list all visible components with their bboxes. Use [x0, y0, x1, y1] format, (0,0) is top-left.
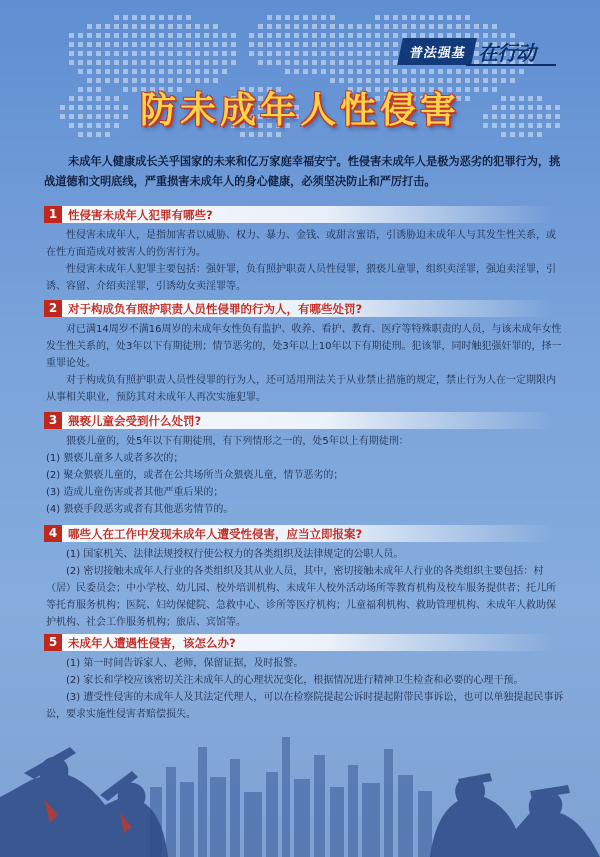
- map-dot: [312, 15, 317, 20]
- map-dot: [141, 24, 146, 29]
- section-4-body: [46, 546, 564, 631]
- map-dot: [393, 42, 398, 47]
- map-dot: [150, 33, 155, 38]
- map-dot: [330, 24, 335, 29]
- map-dot: [150, 69, 155, 74]
- map-dot: [294, 60, 299, 65]
- map-dot: [312, 42, 317, 47]
- map-dot: [420, 24, 425, 29]
- brand-text: 普法强基: [397, 38, 477, 65]
- map-dot: [105, 51, 110, 56]
- map-dot: [132, 51, 137, 56]
- map-dot: [195, 69, 200, 74]
- map-dot: [123, 42, 128, 47]
- map-dot: [303, 33, 308, 38]
- map-dot: [393, 24, 398, 29]
- map-dot: [384, 42, 389, 47]
- map-dot: [114, 15, 119, 20]
- map-dot: [465, 24, 470, 29]
- map-dot: [294, 24, 299, 29]
- map-dot: [357, 69, 362, 74]
- map-dot: [186, 42, 191, 47]
- map-dot: [366, 42, 371, 47]
- map-dot: [276, 51, 281, 56]
- map-dot: [294, 33, 299, 38]
- map-dot: [159, 24, 164, 29]
- map-dot: [294, 42, 299, 47]
- map-dot: [321, 15, 326, 20]
- map-dot: [483, 24, 488, 29]
- map-dot: [168, 33, 173, 38]
- map-dot: [357, 24, 362, 29]
- map-dot: [87, 42, 92, 47]
- map-dot: [186, 15, 191, 20]
- list-item: (4) 猥亵手段恶劣或者有其他恶劣情节的。: [46, 504, 234, 515]
- list-item: (3) 造成儿童伤害或者其他严重后果的；: [46, 487, 224, 498]
- map-dot: [294, 15, 299, 20]
- map-dot: [429, 24, 434, 29]
- map-dot: [420, 69, 425, 74]
- map-dot: [114, 51, 119, 56]
- map-dot: [69, 42, 74, 47]
- list-item: (1) 第一时间告诉家人、老师，保留证据，及时报警。: [66, 658, 304, 669]
- map-dot: [168, 24, 173, 29]
- map-dot: [276, 60, 281, 65]
- brand-underline: [466, 64, 556, 66]
- section-3-body: [46, 433, 564, 518]
- map-dot: [276, 33, 281, 38]
- section-paragraph: 性侵害未成年人，是指加害者以威胁、权力、暴力、金钱、或甜言蜜语，引诱胁迫未成年人与其发生性关系，或在性方面造成对被害人的伤害行为。: [46, 230, 556, 258]
- list-item: (2) 密切接触未成年人行业的各类组织及其从业人员，其中，密切接触未成年人行业的各类组织主要包括：村（居）民委员会；中小学校、幼儿园、校外培训机构、未成年人校外活动场所等教育机构及校车服务提供者；托儿所等托育服务机构；医院、妇幼保健院、急救中心、诊所等医疗机构；儿童福利机构、救助管理机构、未成年人救助保护机构、社会工作服务机构；旅店、宾馆等。: [46, 566, 556, 628]
- map-dot: [375, 33, 380, 38]
- map-dot: [213, 24, 218, 29]
- map-dot: [366, 51, 371, 56]
- map-dot: [177, 69, 182, 74]
- map-dot: [456, 24, 461, 29]
- map-dot: [303, 42, 308, 47]
- map-dot: [213, 33, 218, 38]
- map-dot: [150, 24, 155, 29]
- section-paragraph: 猥亵儿童的，处5年以下有期徒刑，有下列情形之一的，处5年以上有期徒刑：: [66, 436, 409, 447]
- map-dot: [267, 15, 272, 20]
- map-dot: [375, 69, 380, 74]
- section-3-header: [44, 412, 554, 429]
- map-dot: [519, 69, 524, 74]
- brand-script: 在行动: [478, 40, 536, 65]
- map-dot: [150, 60, 155, 65]
- map-dot: [330, 33, 335, 38]
- map-dot: [303, 15, 308, 20]
- map-dot: [141, 60, 146, 65]
- map-dot: [303, 24, 308, 29]
- map-dot: [339, 42, 344, 47]
- map-dot: [312, 51, 317, 56]
- map-dot: [438, 69, 443, 74]
- map-dot: [213, 60, 218, 65]
- map-dot: [375, 60, 380, 65]
- section-number: 4: [44, 525, 62, 542]
- map-dot: [78, 60, 83, 65]
- map-dot: [150, 51, 155, 56]
- map-dot: [231, 42, 236, 47]
- intro-paragraph: 未成年人健康成长关乎国家的未来和亿万家庭幸福安宁。性侵害未成年人是极为恶劣的犯罪行为，挑战道德和文明底线，严重损害未成年人的身心健康，必须坚决防止和严厉打击。: [44, 155, 561, 188]
- map-dot: [159, 33, 164, 38]
- map-dot: [258, 60, 263, 65]
- map-dot: [231, 51, 236, 56]
- map-dot: [204, 51, 209, 56]
- section-number: 3: [44, 412, 62, 429]
- map-dot: [321, 33, 326, 38]
- map-dot: [222, 60, 227, 65]
- map-dot: [213, 69, 218, 74]
- map-dot: [78, 42, 83, 47]
- section-5-header: [44, 634, 554, 651]
- map-dot: [384, 33, 389, 38]
- map-dot: [195, 24, 200, 29]
- section-title: 未成年人遭遇性侵害，该怎么办?: [68, 635, 236, 650]
- map-dot: [204, 42, 209, 47]
- map-dot: [96, 24, 101, 29]
- map-dot: [195, 60, 200, 65]
- map-dot: [123, 33, 128, 38]
- map-dot: [267, 33, 272, 38]
- map-dot: [114, 69, 119, 74]
- map-dot: [339, 33, 344, 38]
- map-dot: [105, 69, 110, 74]
- map-dot: [456, 15, 461, 20]
- map-dot: [366, 24, 371, 29]
- map-dot: [267, 24, 272, 29]
- map-dot: [186, 24, 191, 29]
- map-dot: [213, 42, 218, 47]
- map-dot: [510, 69, 515, 74]
- map-dot: [375, 42, 380, 47]
- map-dot: [402, 15, 407, 20]
- section-1-body: [46, 227, 564, 295]
- map-dot: [123, 24, 128, 29]
- section-paragraph: 对已满14周岁不满16周岁的未成年女性负有监护、收养、看护、教育、医疗等特殊职责的人员，与该未成年女性发生性关系的，处3年以下有期徒刑；情节恶劣的，处3年以上10年以下有期徒刑。犯该罪，同时触犯强奸罪的，择一重罪论处。: [46, 324, 562, 369]
- map-dot: [114, 60, 119, 65]
- map-dot: [366, 60, 371, 65]
- list-item: (1) 猥亵儿童多人或者多次的；: [46, 453, 184, 464]
- map-dot: [339, 69, 344, 74]
- map-dot: [411, 15, 416, 20]
- map-dot: [168, 15, 173, 20]
- map-dot: [267, 42, 272, 47]
- map-dot: [465, 15, 470, 20]
- map-dot: [249, 33, 254, 38]
- map-dot: [348, 42, 353, 47]
- map-dot: [105, 24, 110, 29]
- map-dot: [159, 51, 164, 56]
- map-dot: [258, 51, 263, 56]
- map-dot: [159, 15, 164, 20]
- map-dot: [366, 69, 371, 74]
- map-dot: [393, 33, 398, 38]
- map-dot: [375, 15, 380, 20]
- map-dot: [96, 51, 101, 56]
- map-dot: [204, 24, 209, 29]
- map-dot: [78, 51, 83, 56]
- map-dot: [177, 51, 182, 56]
- map-dot: [186, 33, 191, 38]
- map-dot: [474, 24, 479, 29]
- map-dot: [132, 24, 137, 29]
- map-dot: [132, 15, 137, 20]
- map-dot: [87, 51, 92, 56]
- section-2-header: [44, 300, 554, 317]
- map-dot: [69, 51, 74, 56]
- map-dot: [141, 51, 146, 56]
- map-dot: [357, 33, 362, 38]
- list-item: (2) 聚众猥亵儿童的，或者在公共场所当众猥亵儿童，情节恶劣的；: [46, 470, 344, 481]
- map-dot: [114, 24, 119, 29]
- map-dot: [150, 15, 155, 20]
- map-dot: [348, 24, 353, 29]
- map-dot: [429, 15, 434, 20]
- map-dot: [312, 24, 317, 29]
- map-dot: [177, 60, 182, 65]
- map-dot: [177, 33, 182, 38]
- map-dot: [204, 33, 209, 38]
- map-dot: [132, 33, 137, 38]
- map-dot: [69, 60, 74, 65]
- map-dot: [321, 69, 326, 74]
- brand-logo: [400, 36, 535, 66]
- map-dot: [402, 69, 407, 74]
- map-dot: [69, 33, 74, 38]
- section-paragraph: 性侵害未成年人犯罪主要包括：强奸罪，负有照护职责人员性侵罪，猥亵儿童罪，组织卖淫罪，强迫卖淫罪，引诱、容留、介绍卖淫罪，引诱幼女卖淫罪等。: [46, 264, 556, 292]
- map-dot: [339, 51, 344, 56]
- map-dot: [195, 42, 200, 47]
- map-dot: [321, 24, 326, 29]
- map-dot: [186, 51, 191, 56]
- map-dot: [384, 51, 389, 56]
- map-dot: [375, 24, 380, 29]
- map-dot: [186, 69, 191, 74]
- map-dot: [141, 15, 146, 20]
- section-2-body: [46, 321, 564, 406]
- map-dot: [375, 51, 380, 56]
- section-title: 哪些人在工作中发现未成年人遭受性侵害，应当立即报案?: [68, 526, 363, 541]
- map-dot: [177, 42, 182, 47]
- map-dot: [348, 33, 353, 38]
- section-number: 5: [44, 634, 62, 651]
- map-dot: [312, 60, 317, 65]
- map-dot: [285, 24, 290, 29]
- map-dot: [123, 15, 128, 20]
- map-dot: [105, 33, 110, 38]
- map-dot: [159, 60, 164, 65]
- map-dot: [411, 24, 416, 29]
- map-dot: [483, 69, 488, 74]
- map-dot: [96, 42, 101, 47]
- map-dot: [159, 69, 164, 74]
- map-dot: [465, 69, 470, 74]
- map-dot: [501, 69, 506, 74]
- world-map-dots-decoration: [0, 0, 600, 160]
- map-dot: [267, 51, 272, 56]
- map-dot: [285, 60, 290, 65]
- map-dot: [258, 33, 263, 38]
- map-dot: [132, 69, 137, 74]
- map-dot: [168, 51, 173, 56]
- map-dot: [303, 69, 308, 74]
- map-dot: [384, 69, 389, 74]
- map-dot: [438, 24, 443, 29]
- map-dot: [276, 24, 281, 29]
- map-dot: [393, 51, 398, 56]
- map-dot: [447, 15, 452, 20]
- map-dot: [177, 15, 182, 20]
- map-dot: [195, 51, 200, 56]
- map-dot: [357, 51, 362, 56]
- map-dot: [141, 42, 146, 47]
- section-number: 1: [44, 206, 62, 223]
- map-dot: [87, 69, 92, 74]
- map-dot: [348, 60, 353, 65]
- map-dot: [213, 51, 218, 56]
- map-dot: [321, 42, 326, 47]
- map-dot: [78, 69, 83, 74]
- map-dot: [222, 69, 227, 74]
- map-dot: [384, 24, 389, 29]
- map-dot: [330, 69, 335, 74]
- map-dot: [339, 24, 344, 29]
- map-dot: [429, 69, 434, 74]
- map-dot: [231, 60, 236, 65]
- map-dot: [348, 51, 353, 56]
- section-title: 性侵害未成年人犯罪有哪些?: [68, 207, 213, 222]
- map-dot: [492, 69, 497, 74]
- map-dot: [285, 69, 290, 74]
- map-dot: [177, 24, 182, 29]
- map-dot: [204, 69, 209, 74]
- map-dot: [330, 42, 335, 47]
- map-dot: [420, 15, 425, 20]
- map-dot: [447, 24, 452, 29]
- map-dot: [285, 15, 290, 20]
- map-dot: [285, 33, 290, 38]
- map-dot: [276, 15, 281, 20]
- map-dot: [141, 69, 146, 74]
- section-title: 猥亵儿童会受到什么处罚?: [68, 413, 202, 428]
- map-dot: [87, 33, 92, 38]
- map-dot: [393, 15, 398, 20]
- map-dot: [249, 51, 254, 56]
- map-dot: [285, 51, 290, 56]
- map-dot: [114, 42, 119, 47]
- map-dot: [303, 51, 308, 56]
- map-dot: [330, 51, 335, 56]
- map-dot: [123, 60, 128, 65]
- map-dot: [438, 15, 443, 20]
- map-dot: [141, 33, 146, 38]
- map-dot: [393, 69, 398, 74]
- map-dot: [249, 42, 254, 47]
- map-dot: [339, 60, 344, 65]
- map-dot: [357, 60, 362, 65]
- map-dot: [87, 24, 92, 29]
- map-dot: [447, 69, 452, 74]
- map-dot: [267, 60, 272, 65]
- map-dot: [411, 69, 416, 74]
- map-dot: [492, 24, 497, 29]
- map-dot: [222, 51, 227, 56]
- map-dot: [312, 33, 317, 38]
- list-item: (3) 遭受性侵害的未成年人及其法定代理人，可以在检察院提起公诉时提起附带民事诉讼，也可以单独提起民事诉讼，要求实施性侵害者赔偿损失。: [46, 692, 564, 720]
- map-dot: [114, 33, 119, 38]
- map-dot: [204, 60, 209, 65]
- section-title: 对于构成负有照护职责人员性侵罪的行为人，有哪些处罚?: [68, 301, 363, 316]
- map-dot: [285, 42, 290, 47]
- page-title: 防未成年人性侵害: [139, 90, 460, 131]
- map-dot: [330, 60, 335, 65]
- map-dot: [474, 69, 479, 74]
- map-dot: [168, 42, 173, 47]
- map-dot: [258, 42, 263, 47]
- map-dot: [123, 51, 128, 56]
- map-dot: [258, 24, 263, 29]
- map-dot: [303, 60, 308, 65]
- map-dot: [276, 42, 281, 47]
- silhouette-skyline-decoration: [0, 687, 600, 857]
- map-dot: [123, 69, 128, 74]
- map-dot: [168, 60, 173, 65]
- section-number: 2: [44, 300, 62, 317]
- section-paragraph: 对于构成负有照护职责人员性侵罪的行为人，还可适用刑法关于从业禁止措施的规定，禁止行为人在一定期限内从事相关职业，预防其对未成年人再次实施犯罪。: [46, 375, 556, 403]
- map-dot: [150, 42, 155, 47]
- map-dot: [384, 15, 389, 20]
- map-dot: [222, 42, 227, 47]
- map-dot: [96, 33, 101, 38]
- map-dot: [96, 69, 101, 74]
- list-item: (1) 国家机关、法律法规授权行使公权力的各类组织及法律规定的公职人员。: [66, 549, 404, 560]
- section-1-header: [44, 206, 554, 223]
- section-4-header: [44, 525, 554, 542]
- map-dot: [168, 69, 173, 74]
- map-dot: [366, 33, 371, 38]
- map-dot: [384, 60, 389, 65]
- map-dot: [294, 51, 299, 56]
- map-dot: [87, 60, 92, 65]
- map-dot: [294, 69, 299, 74]
- map-dot: [357, 42, 362, 47]
- map-dot: [78, 33, 83, 38]
- map-dot: [348, 69, 353, 74]
- map-dot: [186, 60, 191, 65]
- map-dot: [159, 42, 164, 47]
- map-dot: [132, 42, 137, 47]
- map-dot: [105, 42, 110, 47]
- map-dot: [96, 60, 101, 65]
- map-dot: [195, 33, 200, 38]
- map-dot: [456, 69, 461, 74]
- map-dot: [222, 33, 227, 38]
- map-dot: [312, 69, 317, 74]
- map-dot: [321, 51, 326, 56]
- map-dot: [105, 60, 110, 65]
- map-dot: [231, 33, 236, 38]
- map-dot: [321, 60, 326, 65]
- map-dot: [330, 15, 335, 20]
- map-dot: [402, 24, 407, 29]
- map-dot: [132, 60, 137, 65]
- list-item: (2) 家长和学校应该密切关注未成年人的心理状况变化，根据情况进行精神卫生检查和必要的心理干预。: [66, 675, 524, 686]
